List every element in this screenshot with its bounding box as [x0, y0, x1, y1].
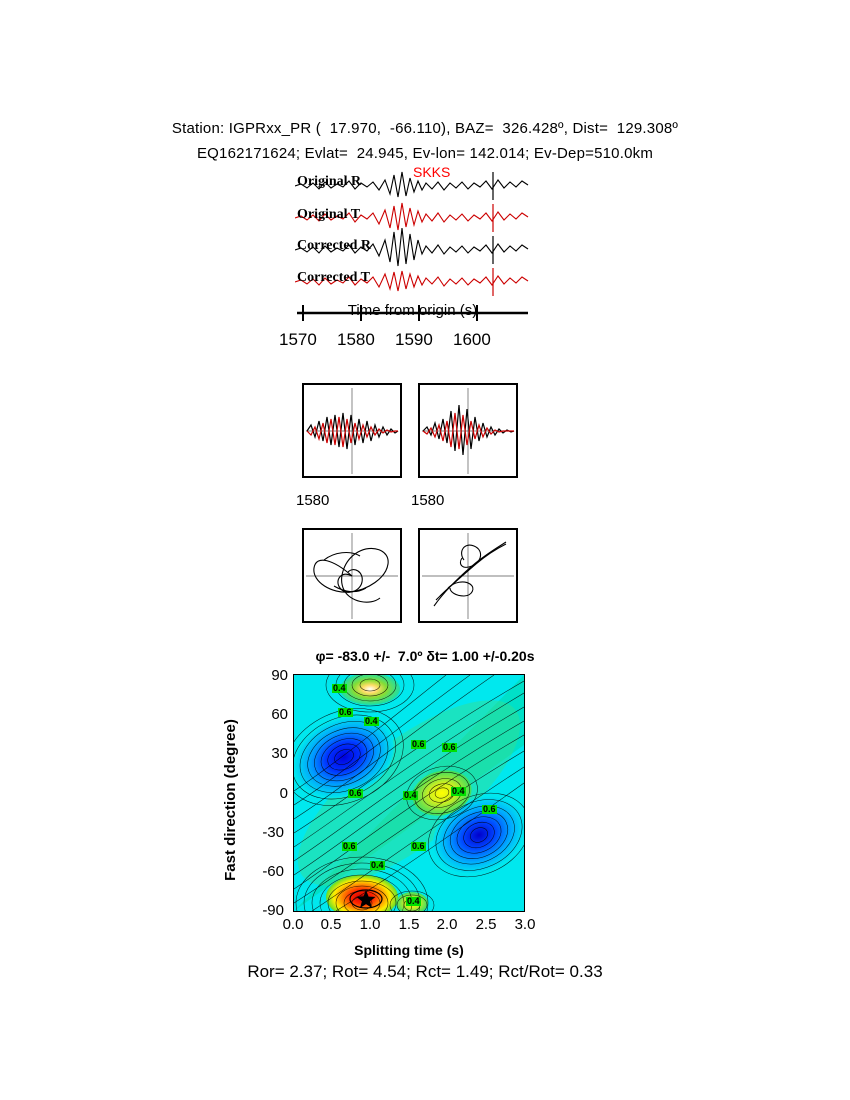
contour-label-6: 0.6 [349, 788, 362, 798]
seismogram-panel [295, 164, 530, 310]
time-tick-1570: 1570 [279, 330, 317, 349]
particle-motion-box-corrected [418, 528, 518, 623]
waveform-box-corrected [418, 383, 518, 478]
time-axis-title: Time from origin (s) [347, 302, 478, 319]
contour-ytick-30: 30 [271, 745, 288, 762]
contour-label-7: 0.4 [404, 790, 417, 800]
contour-xtick-0p5: 0.5 [320, 916, 342, 933]
particle-motion-original [304, 530, 400, 621]
waveform-corrected-traces [420, 385, 516, 476]
header-line-event: EQ162171624; Evlat= 24.945, Ev-lon= 142.014; Ev-Dep=510.0km [196, 145, 654, 162]
trace-label-original-r: Original R [297, 174, 362, 189]
time-tick-1590: 1590 [395, 330, 433, 349]
contour-label-11: 0.6 [412, 841, 425, 851]
contour-y-axis-label: Fast direction (degree) [222, 719, 239, 881]
waveform-right-tick-label: 1580 [411, 492, 445, 509]
time-tick-1580: 1580 [337, 330, 375, 349]
contour-ytick-90: 90 [271, 667, 288, 684]
contour-xtick-3p0: 3.0 [514, 916, 536, 933]
trace-label-corrected-r: Corrected R [297, 238, 371, 253]
time-tick-1600: 1600 [453, 330, 491, 349]
contour-xtick-2p0: 2.0 [436, 916, 458, 933]
contour-label-1: 0.4 [333, 683, 346, 693]
particle-motion-box-original [302, 528, 402, 623]
trace-label-corrected-t: Corrected T [297, 270, 370, 285]
contour-label-4: 0.6 [412, 739, 425, 749]
waveform-box-original [302, 383, 402, 478]
contour-label-3: 0.4 [365, 716, 378, 726]
skks-phase-label: SKKS [413, 164, 451, 180]
contour-xtick-2p5: 2.5 [475, 916, 497, 933]
contour-xtick-0p0: 0.0 [282, 916, 304, 933]
contour-label-13: 0.4 [407, 896, 420, 906]
contour-ytick-60: 60 [271, 706, 288, 723]
figure-header [0, 116, 850, 166]
waveform-left-tick-label: 1580 [296, 492, 330, 509]
contour-label-5: 0.6 [443, 742, 456, 752]
waveform-original-traces [304, 385, 400, 476]
contour-plot [293, 674, 525, 912]
contour-label-12: 0.4 [371, 860, 384, 870]
header-line-station: Station: IGPRxx_PR ( 17.970, -66.110), BAZ= 326.428º, Dist= 129.308º [171, 120, 679, 137]
contour-label-10: 0.6 [343, 841, 356, 851]
figure-footer-stats: Ror= 2.37; Rot= 4.54; Rct= 1.49; Rct/Rot= 0.33 [247, 962, 603, 981]
contour-ytick-neg30: -30 [262, 824, 284, 841]
contour-xtick-1p5: 1.5 [398, 916, 420, 933]
contour-x-axis-label: Splitting time (s) [354, 942, 464, 958]
contour-ytick-neg60: -60 [262, 863, 284, 880]
contour-label-8: 0.4 [452, 786, 465, 796]
contour-label-9: 0.6 [483, 804, 496, 814]
contour-plot-title: φ= -83.0 +/- 7.0º δt= 1.00 +/-0.20s [315, 648, 535, 664]
contour-ytick-0: 0 [279, 785, 288, 802]
particle-motion-corrected [420, 530, 516, 621]
contour-label-2: 0.6 [339, 707, 352, 717]
contour-ytick-neg90: -90 [262, 902, 284, 919]
trace-label-original-t: Original T [297, 207, 361, 222]
contour-xtick-1p0: 1.0 [359, 916, 381, 933]
